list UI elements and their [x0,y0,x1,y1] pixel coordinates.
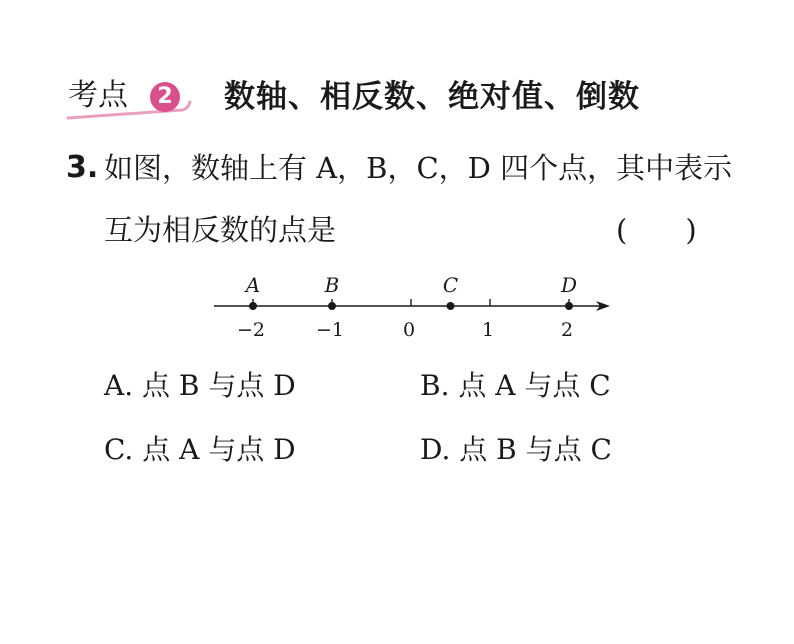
topic-number-badge: 2 [150,82,180,112]
point-c-dot [447,302,455,310]
point-c-label: C [442,273,459,297]
point-d-label: D [560,273,578,297]
question-text-line2: 互为相反数的点是 [104,213,337,247]
point-a-label: A [245,273,261,297]
point-d-dot [565,302,573,310]
option-a[interactable]: A. 点 B 与点 D [104,369,296,402]
tick-label: 0 [402,319,416,341]
topic-tag-label: 考点 [68,78,128,113]
topic-title: 数轴、相反数、绝对值、倒数 [224,79,640,115]
tick-label: 2 [560,319,574,341]
point-b-dot [328,302,336,310]
question-text-line1: 如图，数轴上有 A，B，C，D 四个点，其中表示 [104,151,733,185]
tick-label: −1 [315,319,345,341]
tick-label: 1 [481,319,495,341]
option-b[interactable]: B. 点 A 与点 C [420,369,611,402]
number-line-figure [210,268,620,348]
question-number: 3. [66,150,99,185]
point-b-label: B [324,273,340,297]
answer-blank: ( ) [616,213,697,247]
tick-label: −2 [236,319,266,341]
point-a-dot [249,302,257,310]
option-d[interactable]: D. 点 B 与点 C [420,433,612,466]
option-c[interactable]: C. 点 A 与点 D [104,433,296,466]
